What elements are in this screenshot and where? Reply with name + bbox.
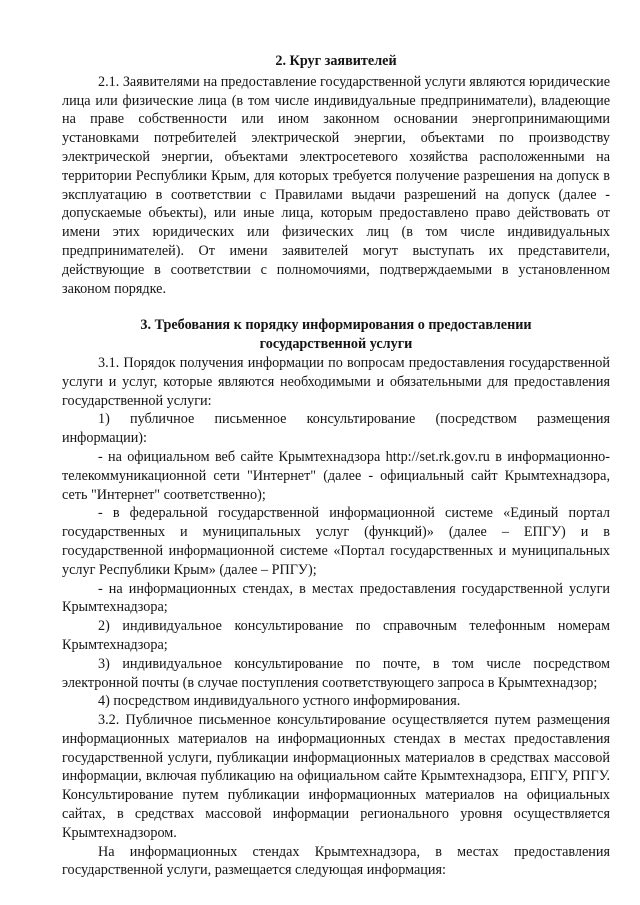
paragraph-3-2: 3.2. Публичное письменное консультирование осуществляется путем размещения информационных материалов на информационных стендах в местах предоставления государственной услуги, публикации информационных материалов в средствах массовой информации, включая публикацию на официальном сайте Крымтехнадзора, ЕПГУ, РПГУ. Консультирование путем публикации информационных материалов на официальных сайтах, в средствах массовой информации регионального уровня осуществляется Крымтехнадзором. bbox=[62, 712, 610, 841]
list-item-info-stands: - на информационных стендах, в местах предоставления государственной услуги Крымтехнадзора; bbox=[62, 580, 610, 616]
section-3-heading-line-2: государственной услуги bbox=[259, 336, 413, 353]
list-item-official-site: - на официальном веб сайте Крымтехнадзора http://set.rk.gov.ru в информационно-телекоммуникационной сети "Интернет" (далее - официальный сайт Крымтехнадзора, сеть "Интернет" соответственно); bbox=[62, 448, 610, 503]
list-item-oral-informing: 4) посредством индивидуального устного информирования. bbox=[98, 693, 461, 710]
paragraph-2-1: 2.1. Заявителями на предоставление государственной услуги являются юридические лица или физические лица (в том числе индивидуальные предприниматели), владеющие на праве собственности или ином законном основании энергопринимающими установками потребителей электрической энергии, объектами по производству электрической энергии, объектами электросетевого хозяйства расположенными на территории Республики Крым, для которых требуется получение разрешения на допуск в эксплуатацию в соответствии с Правилами выдачи разрешений на допуск (далее - допускаемые объекты), или иные лица, которым предоставлено право действовать от имени этих юридических или физических лиц (в том числе индивидуальных предпринимателей). От имени заявителей могут выступать их представители, действующие в соответствии с полномочиями, подтверждаемыми в установленном законом порядке. bbox=[62, 73, 610, 297]
section-3-heading bbox=[62, 316, 610, 354]
list-item-epgu-rpgu: - в федеральной государственной информационной системе «Единый портал государственных и муниципальных услуг (функций)» (далее – ЕПГУ) и в государственной информационной системе «Портал государственных и муниципальных услуг Республики Крым» (далее – РПГУ); bbox=[62, 505, 610, 578]
paragraph-3-1: 3.1. Порядок получения информации по вопросам предоставления государственной услуги и услуг, которые являются необходимыми и обязательными для предоставления государственной услуги: bbox=[62, 354, 610, 409]
list-item-mail-consulting: 3) индивидуальное консультирование по почте, в том числе посредством электронной почты (в случае поступления соответствующего запроса в Крымтехнадзор; bbox=[62, 655, 610, 691]
document-page bbox=[62, 52, 610, 880]
paragraph-info-stands: На информационных стендах Крымтехнадзора, в местах предоставления государственной услуги, размещается следующая информация: bbox=[62, 843, 610, 879]
list-item-public-consulting: 1) публичное письменное консультирование (посредством размещения информации): bbox=[62, 411, 610, 447]
section-2-heading: 2. Круг заявителей bbox=[275, 53, 397, 69]
section-3-heading-line-1: 3. Требования к порядку информирования о предоставлении bbox=[140, 317, 532, 334]
list-item-phone-consulting: 2) индивидуальное консультирование по справочным телефонным номерам Крымтехнадзора; bbox=[62, 618, 610, 653]
